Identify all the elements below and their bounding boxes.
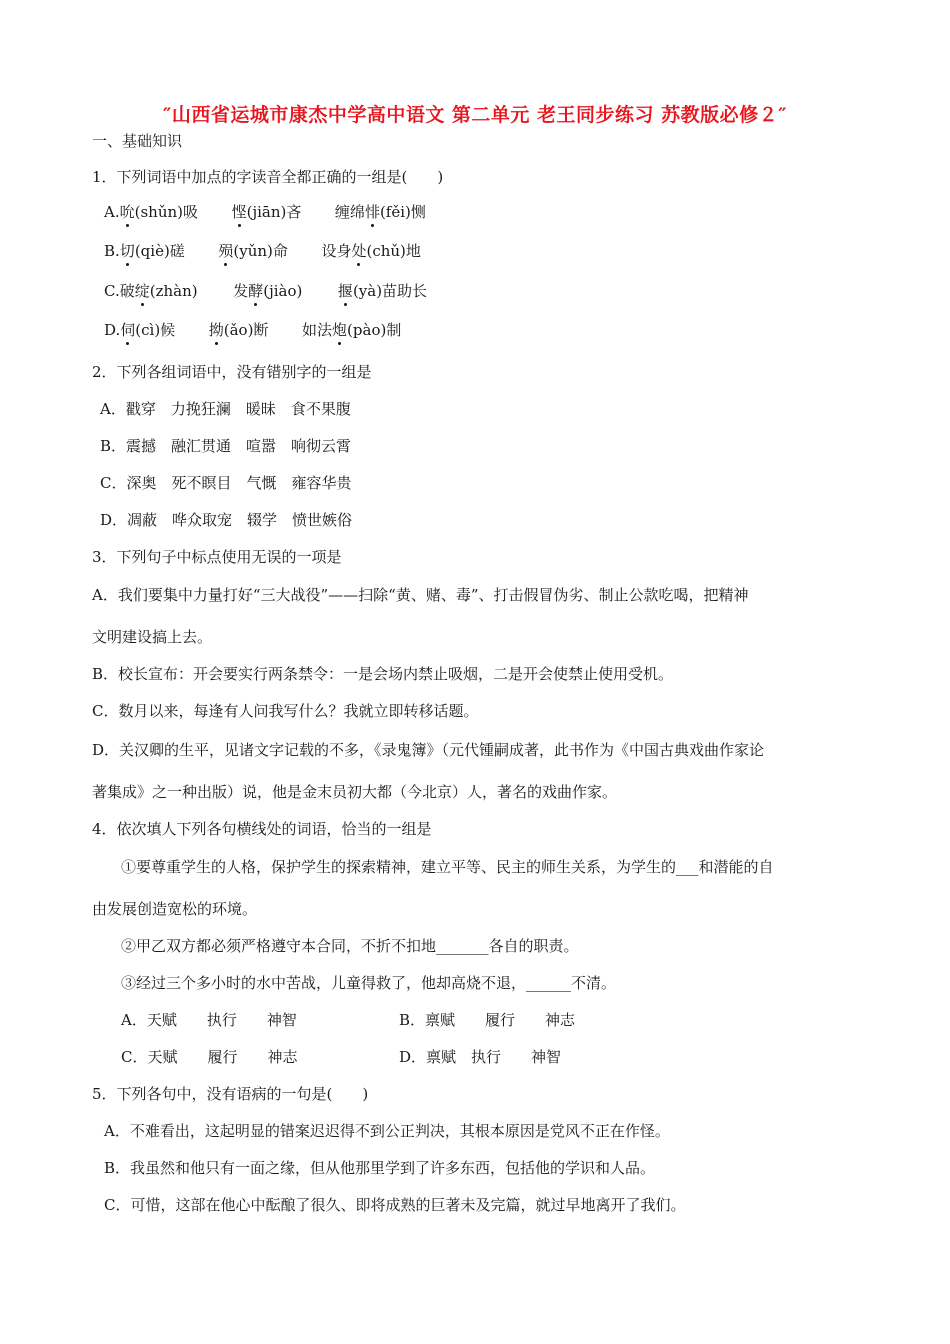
question-4-sentence-2: ②甲乙双方都必须严格遵守本合同，不折不扣地_______各自的职责。 <box>121 937 579 955</box>
dotted-char: 拗 <box>208 321 224 339</box>
question-3-option-c: C．数月以来，每逢有人问我写什么？我就立即转移话题。 <box>92 702 479 720</box>
question-4-option-d: D．禀赋 执行 神智 <box>399 1048 562 1066</box>
dotted-char: 悭 <box>231 203 247 221</box>
question-1-option-a: A.吮(shǔn)吸 悭(jiān)吝 缠绵悱(fěi)恻 <box>104 203 426 221</box>
dotted-char: 绽 <box>134 282 150 300</box>
question-2-stem: 2．下列各组词语中，没有错别字的一组是 <box>92 363 372 381</box>
option-label: A. <box>104 203 120 221</box>
question-5-option-b: B．我虽然和他只有一面之缘，但从他那里学到了许多东西，包括他的学识和人品。 <box>104 1159 656 1177</box>
question-4-sentence-1: ①要尊重学生的人格，保护学生的探索精神，建立平等、民主的师生关系，为学生的___和潜能的自 <box>121 858 774 876</box>
dotted-char: 伺 <box>120 321 136 339</box>
option-label: D. <box>104 321 121 339</box>
question-3-option-d: D．关汉卿的生平，见诸文字记载的不多，《录鬼簿》（元代锺嗣成著，此书作为《中国古典戏曲作家论 <box>92 741 765 759</box>
question-3-stem: 3．下列句子中标点使用无误的一项是 <box>92 548 342 566</box>
question-1-stem: 1．下列词语中加点的字读音全都正确的一组是( ) <box>92 168 444 186</box>
question-2-option-d: D．凋蔽 哗众取宠 辍学 愤世嫉俗 <box>100 511 353 529</box>
question-4-stem: 4．依次填人下列各句横线处的词语，恰当的一组是 <box>92 820 432 838</box>
question-3-option-a: A．我们要集中力量打好“三大战役”——扫除“黄、赌、毒”、打击假冒伪劣、制止公款吃喝，把精神 <box>92 586 749 604</box>
dotted-char: 悱 <box>364 203 380 221</box>
question-4-option-a: A．天赋 执行 神智 <box>121 1011 297 1029</box>
question-3-option-b: B．校长宣布：开会要实行两条禁令：一是会场内禁止吸烟，二是开会使禁止使用受机。 <box>92 665 674 683</box>
question-2-option-b: B．震撼 融汇贯通 喧嚣 响彻云霄 <box>100 437 352 455</box>
dotted-char: 揠 <box>337 282 353 300</box>
option-label: B. <box>104 242 120 260</box>
question-4-sentence-1-cont: 由发展创造宽松的环境。 <box>92 900 258 918</box>
question-4-sentence-3: ③经过三个多小时的水中苦战，儿童得救了，他却高烧不退，______不清。 <box>121 974 617 992</box>
document-title: ″山西省运城市康杰中学高中语文 第二单元 老王同步练习 苏教版必修２″ <box>162 104 788 126</box>
question-4-option-b: B．禀赋 履行 神志 <box>399 1011 576 1029</box>
question-4-option-c: C．天赋 履行 神志 <box>121 1048 298 1066</box>
question-3-option-a-cont: 文明建设搞上去。 <box>92 628 213 646</box>
question-2-option-c: C．深奥 死不瞑目 气慨 雍容华贵 <box>100 474 352 492</box>
option-label: C. <box>104 282 120 300</box>
question-1-option-b: B.切(qiè)磋 殒(yǔn)命 设身处(chǔ)地 <box>104 242 421 260</box>
question-5-option-c: C．可惜，这部在他心中酝酿了很久、即将成熟的巨著未及完篇，就过早地离开了我们。 <box>104 1196 686 1214</box>
dotted-char: 酵 <box>248 282 264 300</box>
question-5-stem: 5．下列各句中，没有语病的一句是( ) <box>92 1085 369 1103</box>
dotted-char: 切 <box>119 242 135 260</box>
question-1-option-c: C.破绽(zhàn) 发酵(jiào) 揠(yà)苗助长 <box>104 282 428 300</box>
question-1-option-d: D.伺(cì)候 拗(ǎo)断 如法炮(pào)制 <box>104 321 402 339</box>
dotted-char: 处 <box>351 242 367 260</box>
section-heading: 一、基础知识 <box>92 132 183 150</box>
question-3-option-d-cont: 著集成》之一种出版）说，他是金末员初大都（今北京）人，著名的戏曲作家。 <box>92 783 618 801</box>
dotted-char: 炮 <box>332 321 348 339</box>
dotted-char: 殒 <box>218 242 234 260</box>
question-2-option-a: A．戳穿 力挽狂澜 暖昧 食不果腹 <box>100 400 351 418</box>
question-5-option-a: A．不难看出，这起明显的错案迟迟得不到公正判决，其根本原因是党风不正在作怪。 <box>104 1122 670 1140</box>
dotted-char: 吮 <box>119 203 135 221</box>
